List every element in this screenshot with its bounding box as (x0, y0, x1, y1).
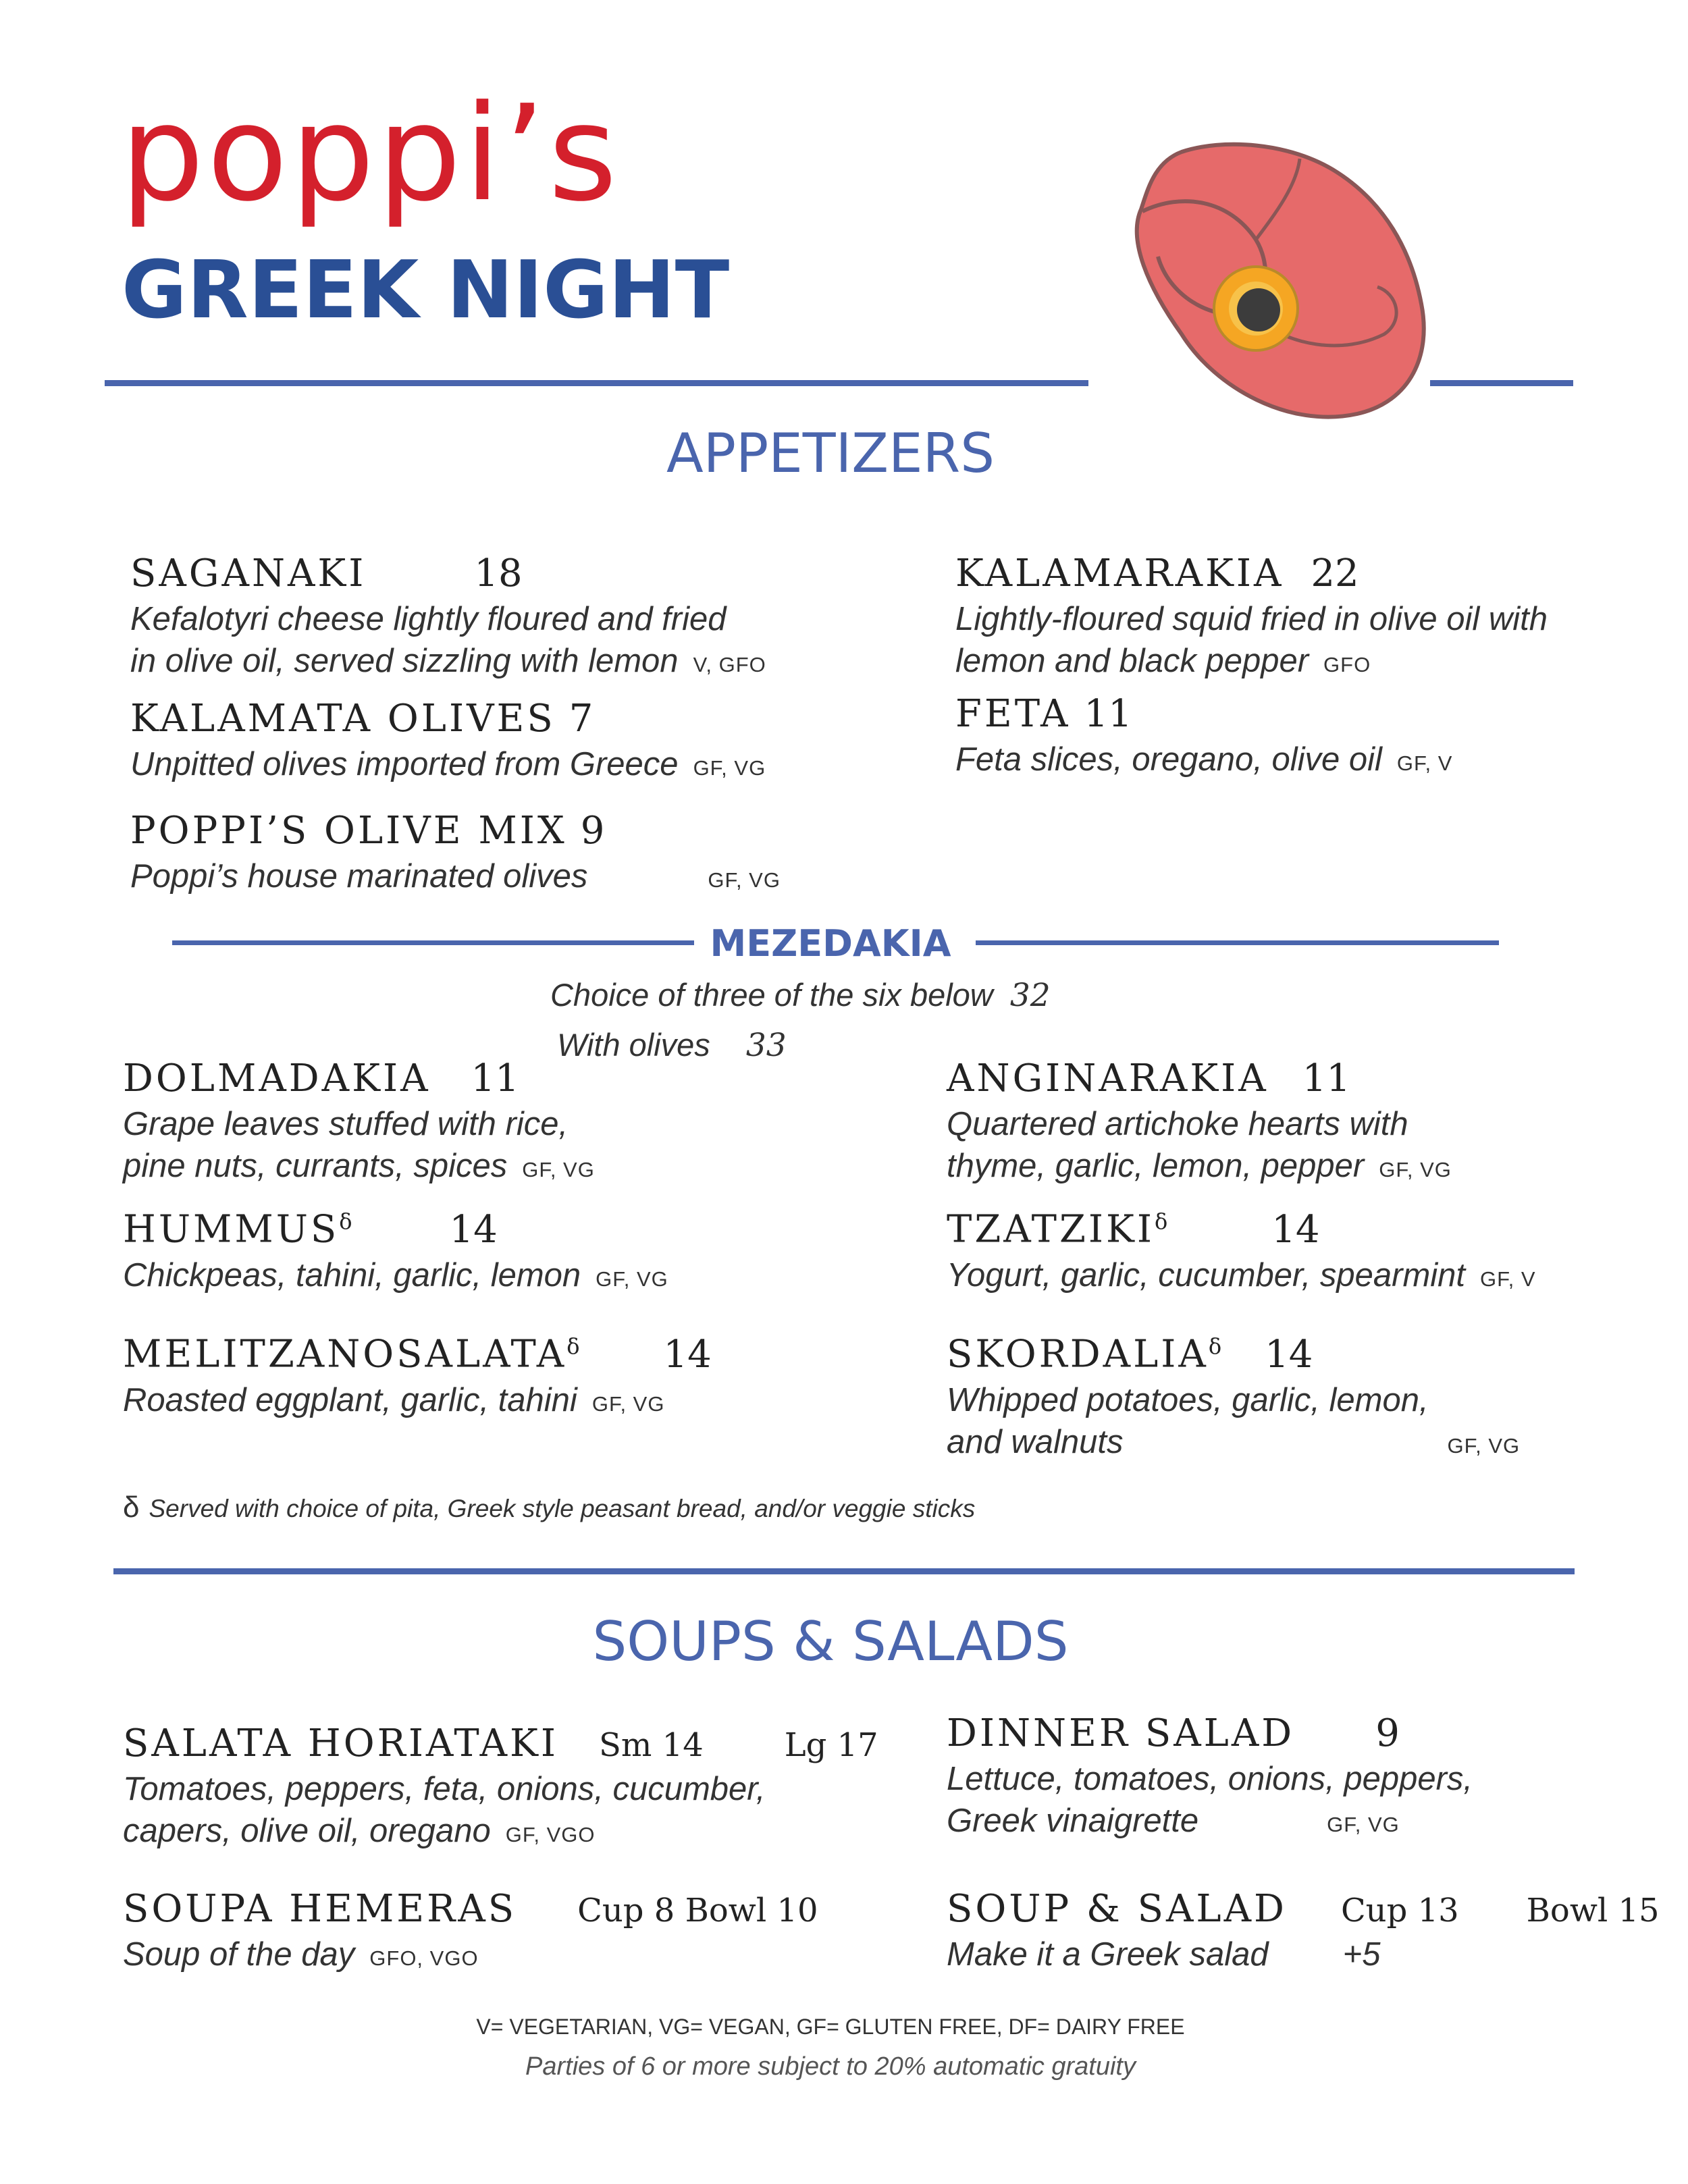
item-name: KALAMATA OLIVES (130, 697, 556, 741)
item-desc: Quartered artichoke hearts with (947, 1106, 1408, 1142)
item-desc: thyme, garlic, lemon, pepper (947, 1148, 1365, 1184)
soups-salads-heading: SOUPS & SALADS (592, 1610, 1069, 1673)
bread-mark: δ (1154, 1208, 1171, 1234)
item-price: 14 (449, 1207, 498, 1252)
item-desc: and walnuts (947, 1423, 1124, 1460)
item-desc: capers, olive oil, oregano (123, 1813, 491, 1849)
menu-item-hummus (123, 1207, 668, 1300)
item-price: 9 (580, 809, 605, 853)
item-desc: Feta slices, oregano, olive oil (955, 741, 1382, 778)
item-name: FETA (955, 692, 1071, 736)
choice-text: Choice of three of the six below (550, 977, 993, 1013)
footnote-mark: δ (123, 1491, 140, 1524)
menu-item-poppis-olive-mix (130, 809, 781, 901)
item-desc: Kefalotyri cheese lightly floured and fried (130, 601, 727, 637)
item-desc: Poppi’s house marinated olives (130, 858, 588, 895)
bread-mark: δ (566, 1333, 583, 1359)
menu-item-soupa-hemeras (123, 1887, 818, 1979)
item-name: TZATZIKI (947, 1207, 1155, 1252)
mezedakia-olives-note (557, 1027, 787, 1064)
item-desc: Greek vinaigrette (947, 1803, 1199, 1839)
item-name: KALAMARAKIA (955, 552, 1284, 595)
appetizers-heading: APPETIZERS (666, 422, 995, 485)
item-desc: Whipped potatoes, garlic, lemon, (947, 1381, 1429, 1418)
item-desc: in olive oil, served sizzling with lemon (130, 643, 679, 679)
upcharge: +5 (1342, 1936, 1381, 1973)
item-desc: Make it a Greek salad (947, 1936, 1269, 1973)
menu-item-saganaki (130, 552, 766, 686)
bread-mark: δ (1208, 1333, 1225, 1359)
item-price: Sm 14 (599, 1726, 704, 1764)
item-price: 9 (1375, 1711, 1400, 1755)
menu-item-anginarakia (947, 1057, 1452, 1191)
mezedakia-choice-note (550, 977, 1051, 1014)
item-price: 18 (474, 552, 523, 595)
diet-tags: GF, V (1480, 1267, 1536, 1291)
item-name: SKORDALIA (947, 1332, 1209, 1377)
mezedakia-rule-right (976, 940, 1499, 945)
item-price: Cup 13 (1340, 1892, 1459, 1929)
item-name: SOUP & SALAD (947, 1887, 1287, 1931)
item-price: 11 (471, 1057, 519, 1100)
item-desc: pine nuts, currants, spices (123, 1148, 508, 1184)
item-price: 11 (1302, 1057, 1351, 1100)
diet-tags: GFO (1323, 653, 1371, 676)
item-desc: Yogurt, garlic, cucumber, spearmint (947, 1256, 1466, 1294)
diet-tags: V, GFO (693, 653, 766, 676)
diet-tags: GF, VG (708, 868, 781, 892)
page-subtitle: GREEK NIGHT (122, 243, 730, 336)
menu-item-dolmadakia (123, 1057, 595, 1191)
olives-text: With olives (557, 1027, 710, 1063)
diet-tags: GF, VG (596, 1267, 668, 1291)
item-desc: Unpitted olives imported from Greece (130, 746, 679, 782)
gratuity-note: Parties of 6 or more subject to 20% automatic gratuity (525, 2052, 1136, 2081)
header-rule-left (105, 380, 1088, 386)
choice-price: 32 (1009, 977, 1051, 1014)
mezedakia-heading: MEZEDAKIA (710, 922, 951, 965)
menu-item-soup-and-salad (947, 1887, 1660, 1975)
item-price: 14 (1271, 1207, 1320, 1252)
item-price: Cup 8 Bowl 10 (577, 1892, 818, 1929)
diet-tags: GF, VG (591, 1391, 665, 1416)
item-name: MELITZANOSALATA (123, 1332, 567, 1377)
menu-item-skordalia (947, 1332, 1521, 1467)
item-desc: Tomatoes, peppers, feta, onions, cucumber, (123, 1771, 766, 1807)
diet-tags: GFO, VGO (369, 1946, 479, 1970)
bread-mark: δ (339, 1208, 355, 1234)
item-price: 11 (1084, 692, 1132, 736)
item-price-bowl: Bowl 15 (1526, 1892, 1660, 1929)
mezedakia-rule-left (172, 940, 694, 945)
diet-tags: GF, VG (1447, 1433, 1521, 1458)
poppy-flower-icon (1087, 132, 1438, 442)
diet-tags: GF, V (1396, 751, 1453, 775)
diet-tags: GF, VGO (505, 1823, 596, 1846)
brand-logo: poppi’s (120, 77, 621, 231)
item-desc: Lightly-floured squid fried in olive oil with (955, 601, 1548, 637)
item-name: SOUPA HEMERAS (123, 1887, 517, 1931)
bread-footnote (123, 1491, 975, 1524)
diet-legend: V= VEGETARIAN, VG= VEGAN, GF= GLUTEN FREE, DF= DAIRY FREE (476, 2015, 1185, 2039)
diet-tags: GF, VG (693, 756, 766, 780)
diet-tags: GF, VG (1327, 1813, 1400, 1836)
item-name: HUMMUS (123, 1207, 340, 1252)
menu-item-tzatziki (947, 1207, 1536, 1300)
menu-item-kalamata-olives (130, 697, 766, 789)
item-name: SALATA HORIATAKI (123, 1722, 558, 1765)
menu-item-kalamarakia (955, 552, 1548, 686)
item-desc: Lettuce, tomatoes, onions, peppers, (947, 1761, 1473, 1797)
menu-item-salata-horiataki (123, 1722, 878, 1856)
item-desc: Roasted eggplant, garlic, tahini (123, 1381, 577, 1418)
item-name: ANGINARAKIA (947, 1057, 1269, 1100)
item-name: DINNER SALAD (947, 1711, 1295, 1755)
item-desc: Grape leaves stuffed with rice, (123, 1106, 569, 1142)
olives-price: 33 (745, 1027, 787, 1064)
item-name: DOLMADAKIA (123, 1057, 431, 1100)
item-price: 7 (569, 697, 594, 741)
item-price: 22 (1311, 552, 1359, 595)
item-price: 14 (663, 1332, 712, 1377)
header-rule-right (1430, 380, 1573, 386)
item-desc: Soup of the day (123, 1936, 355, 1973)
footnote-text: Served with choice of pita, Greek style peasant bread, and/or veggie sticks (149, 1495, 976, 1522)
diet-tags: GF, VG (1379, 1158, 1452, 1181)
item-price: 14 (1265, 1332, 1313, 1377)
section-divider (113, 1568, 1575, 1574)
menu-item-melitzanosalata (123, 1332, 712, 1425)
diet-tags: GF, VG (522, 1158, 595, 1181)
item-name: POPPI’S OLIVE MIX (130, 809, 567, 853)
item-name: SAGANAKI (130, 552, 367, 595)
menu-item-dinner-salad (947, 1711, 1473, 1846)
item-price-large: Lg 17 (784, 1726, 878, 1764)
item-desc: Chickpeas, tahini, garlic, lemon (123, 1256, 581, 1294)
menu-item-feta (955, 692, 1453, 784)
item-desc: lemon and black pepper (955, 643, 1309, 679)
